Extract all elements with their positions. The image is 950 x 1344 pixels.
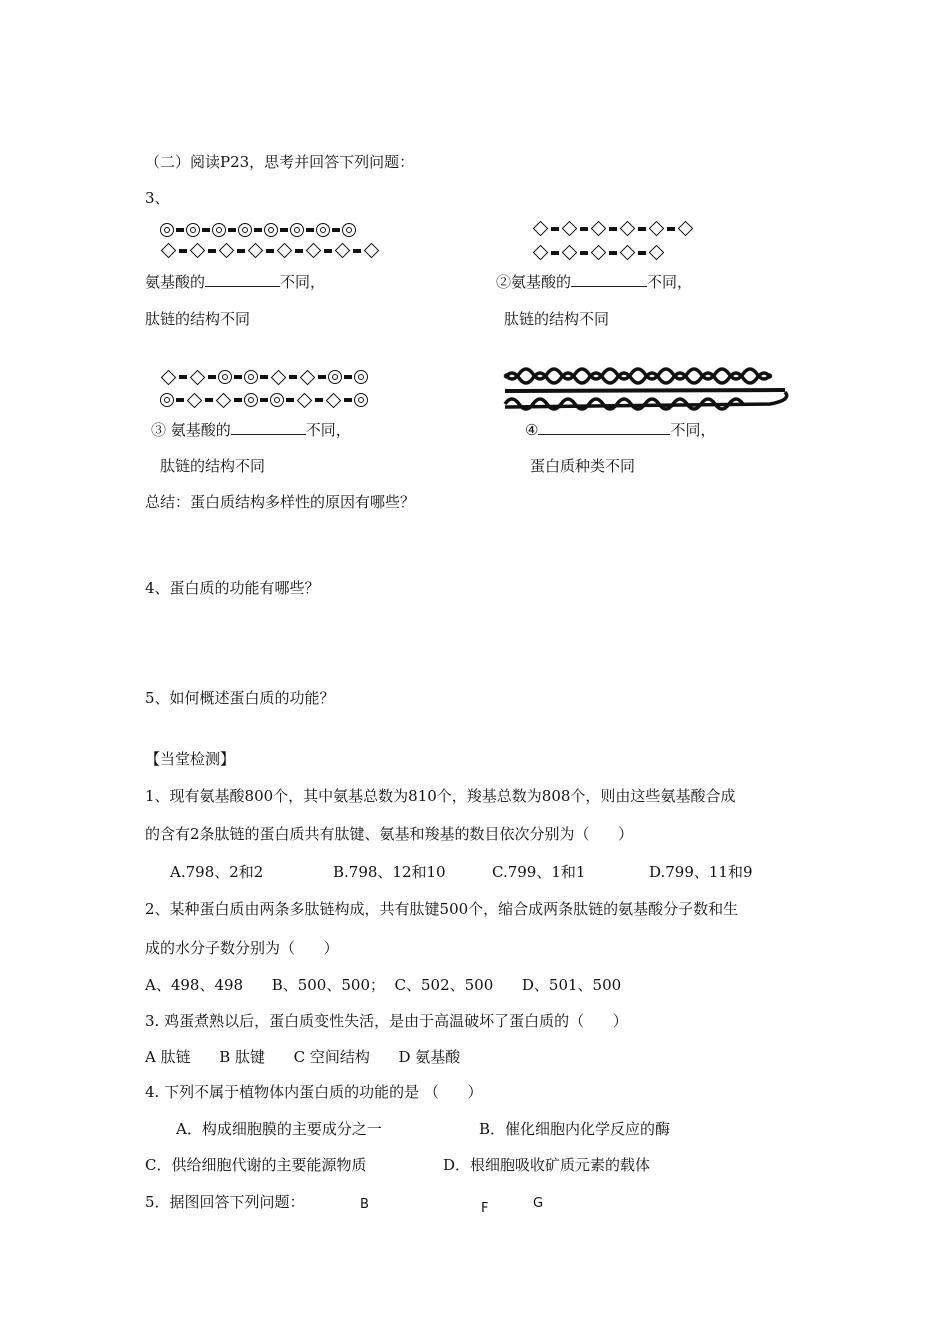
amino-acid-diamond-icon [190,369,206,385]
figure-label-g: G [533,1196,544,1211]
amino-acid-diamond-icon [678,221,694,237]
panel3-line2: 肽链的结构不同 [160,457,266,475]
amino-acid-ring-icon [354,393,368,407]
amino-acid-diamond-icon [591,245,607,261]
peptide-bond [306,228,314,232]
ex2-line2: 成的水分子数分别为（ ） [145,939,339,957]
peptide-bond [237,249,245,253]
peptide-bond [344,398,352,402]
ex3-options: A 肽链 B 肽键 C 空间结构 D 氨基酸 [145,1048,461,1066]
amino-acid-ring-icon [160,393,174,407]
panel4-question [525,420,715,440]
amino-acid-ring-icon [342,223,356,237]
amino-acid-diamond-icon [591,221,607,237]
panel3-blank[interactable] [231,420,306,435]
peptide-bond [208,375,216,379]
panel3-suffix: 不同， [305,421,351,439]
peptide-bond [254,228,262,232]
peptide-bond [234,398,242,402]
panel1-prefix: 氨基酸的 [145,273,206,291]
amino-acid-ring-icon [328,370,342,384]
peptide-bond [228,228,236,232]
amino-acid-ring-icon [218,370,232,384]
ex1-option-c: C.799、1和1 [492,863,586,881]
wavy-chains-diagram [500,360,790,416]
figure-label-b: B [360,1197,369,1212]
panel4-prefix: ④ [525,421,539,439]
amino-acid-diamond-icon [620,221,636,237]
ex5-line1: 5．据图回答下列问题： [145,1193,305,1211]
panel1-suffix: 不同， [280,273,326,291]
ex2-options: A、498、498 B、500、500； C、502、500 D、501、500 [145,976,622,994]
peptide-bond [638,251,646,255]
peptide-bond [551,251,559,255]
amino-acid-diamond-icon [562,221,578,237]
amino-acid-diamond-icon [306,243,322,259]
panel3-prefix: ③ 氨基酸的 [151,421,231,439]
ex1-line1: 1、现有氨基酸800个，其中氨基总数为810个，羧基总数为808个，则由这些氨基酸合成 [145,787,736,805]
chain-2b [532,247,665,258]
peptide-bond [318,375,326,379]
amino-acid-diamond-icon [533,245,549,261]
peptide-bond [638,227,646,231]
ex4-option-a: A．构成细胞膜的主要成分之一 [176,1120,382,1138]
question-5: 5、如何概述蛋白质的功能？ [145,689,335,707]
amino-acid-ring-icon [354,370,368,384]
peptide-bond [205,398,213,402]
amino-acid-ring-icon [264,223,278,237]
chain-3b [160,393,368,407]
panel4-line2: 蛋白质种类不同 [530,457,636,475]
peptide-bond [260,398,268,402]
panel3-question [151,420,351,440]
amino-acid-diamond-icon [216,392,232,408]
amino-acid-diamond-icon [187,392,203,408]
panel4-suffix: 不同， [670,421,716,439]
figure-label-f: F [481,1201,489,1216]
ex4-line1: 4. 下列不属于植物体内蛋白质的功能的是 （ ） [145,1083,483,1101]
ex4-option-c: C．供给细胞代谢的主要能源物质 [145,1156,367,1174]
peptide-bond [260,375,268,379]
chain-1a [160,223,356,237]
ex4-option-d: D．根细胞吸收矿质元素的载体 [443,1156,651,1174]
panel1-question [145,272,325,292]
amino-acid-diamond-icon [271,369,287,385]
chain-2a [532,223,694,234]
amino-acid-diamond-icon [161,369,177,385]
amino-acid-ring-icon [212,223,226,237]
panel2-line2: 肽链的结构不同 [504,310,610,328]
ex1-option-b: B.798、12和10 [333,863,446,881]
summary-question: 总结：蛋白质结构多样性的原因有哪些？ [145,493,416,511]
ex1-line2: 的含有2条肽链的蛋白质共有肽键、氨基和羧基的数目依次分别为（ ） [145,825,634,843]
peptide-bond [208,249,216,253]
peptide-bond [202,228,210,232]
panel2-suffix: 不同， [647,273,693,291]
panel1-line2: 肽链的结构不同 [145,310,251,328]
peptide-bond [580,251,588,255]
amino-acid-ring-icon [290,223,304,237]
amino-acid-diamond-icon [190,243,206,259]
amino-acid-diamond-icon [562,245,578,261]
amino-acid-diamond-icon [297,392,313,408]
amino-acid-diamond-icon [620,245,636,261]
question-3-label: 3、 [145,189,170,207]
amino-acid-diamond-icon [364,243,380,259]
peptide-bond [295,249,303,253]
amino-acid-diamond-icon [248,243,264,259]
peptide-bond [176,228,184,232]
peptide-bond [179,375,187,379]
peptide-bond [234,375,242,379]
peptide-bond [344,375,352,379]
chain-3a [160,370,368,384]
amino-acid-ring-icon [186,223,200,237]
amino-acid-diamond-icon [335,243,351,259]
amino-acid-diamond-icon [533,221,549,237]
amino-acid-diamond-icon [219,243,235,259]
amino-acid-diamond-icon [649,245,665,261]
amino-acid-diamond-icon [649,221,665,237]
amino-acid-diamond-icon [277,243,293,259]
ex1-option-d: D.799、11和9 [649,863,753,881]
peptide-bond [286,398,294,402]
ex1-option-a: A.798、2和2 [170,863,264,881]
peptide-bond [266,249,274,253]
amino-acid-ring-icon [160,223,174,237]
check-title: 【当堂检测】 [145,750,236,768]
section2-title: （二）阅读P23，思考并回答下列问题： [145,153,415,171]
peptide-bond [324,249,332,253]
panel2-prefix: ②氨基酸的 [496,273,572,291]
peptide-bond [315,398,323,402]
ex4-option-b: B．催化细胞内化学反应的酶 [479,1120,671,1138]
panel2-blank[interactable] [571,272,647,287]
chain-1b [160,245,380,256]
peptide-bond [667,227,675,231]
amino-acid-diamond-icon [300,369,316,385]
peptide-bond [176,398,184,402]
amino-acid-ring-icon [238,223,252,237]
amino-acid-ring-icon [244,393,258,407]
peptide-bond [609,227,617,231]
ex2-line1: 2、某种蛋白质由两条多肽链构成，共有肽键500个，缩合成两条肽链的氨基酸分子数和生 [145,900,739,918]
panel1-blank[interactable] [205,272,280,287]
ex3-line1: 3. 鸡蛋煮熟以后，蛋白质变性失活，是由于高温破坏了蛋白质的（ ） [145,1012,628,1030]
peptide-bond [332,228,340,232]
panel2-question [496,272,692,292]
peptide-bond [580,227,588,231]
question-4: 4、蛋白质的功能有哪些？ [145,579,320,597]
peptide-bond [280,228,288,232]
peptide-bond [609,251,617,255]
peptide-bond [289,375,297,379]
amino-acid-diamond-icon [161,243,177,259]
amino-acid-ring-icon [270,393,284,407]
peptide-bond [179,249,187,253]
peptide-bond [353,249,361,253]
amino-acid-ring-icon [316,223,330,237]
peptide-bond [551,227,559,231]
panel4-blank[interactable] [538,420,670,435]
amino-acid-ring-icon [244,370,258,384]
amino-acid-diamond-icon [326,392,342,408]
